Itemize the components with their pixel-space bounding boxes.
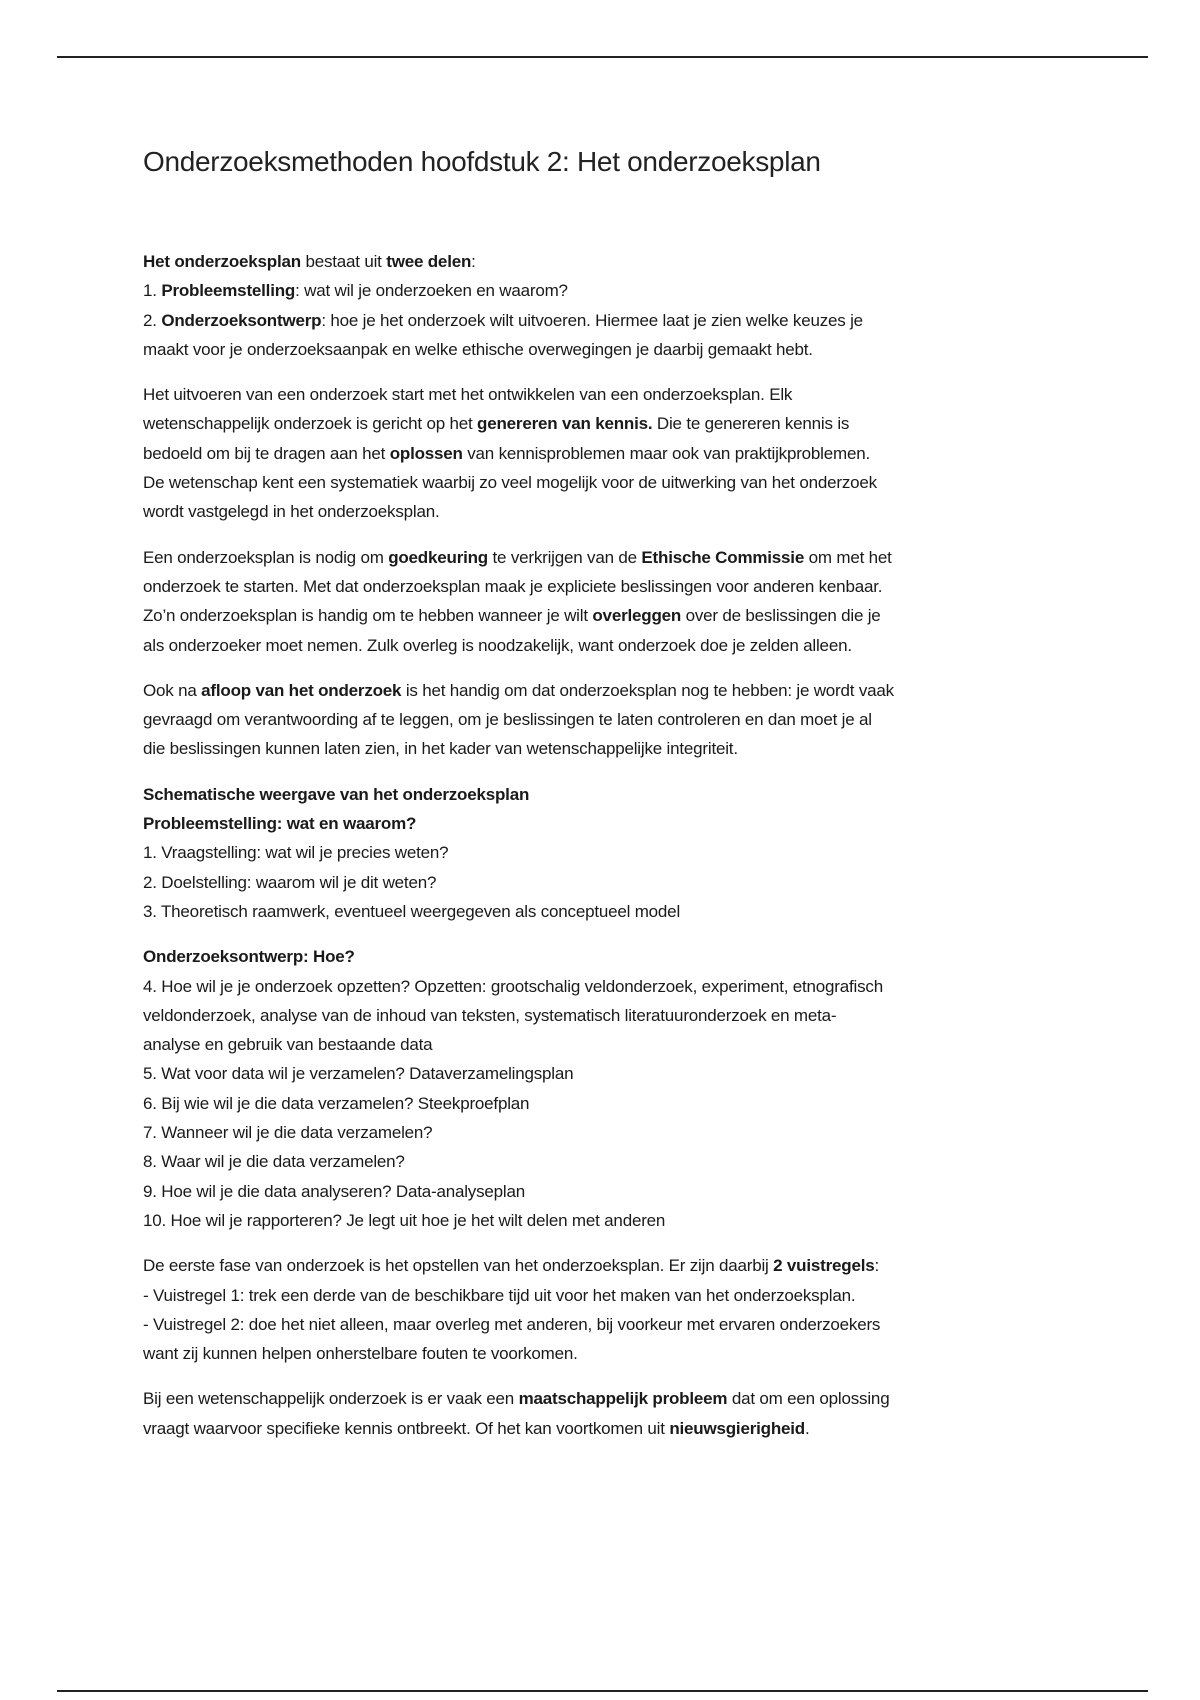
bold-text: Onderzoeksontwerp (161, 310, 322, 330)
text-line (143, 1339, 1073, 1368)
text: als onderzoeker moet nemen. Zulk overleg is noodzakelijk, want onderzoek doe je zelden alleen. (143, 635, 852, 655)
text-line (143, 306, 1073, 335)
text: : (874, 1256, 880, 1276)
bold-text: 2 vuistregels (773, 1256, 875, 1276)
text: Die te genereren kennis is (652, 414, 850, 434)
text-line (143, 1414, 1073, 1443)
text-line (143, 409, 1073, 438)
text: 4. Hoe wil je je onderzoek opzetten? Opzetten: grootschalig veldonderzoek, experiment, etnografisch (143, 976, 883, 996)
text: - Vuistregel 2: doe het niet alleen, maar overleg met anderen, bij voorkeur met ervaren onderzoekers (143, 1314, 881, 1334)
text: is het handig om dat onderzoeksplan nog te hebben: je wordt vaak (401, 680, 894, 700)
text: : wat wil je onderzoeken en waarom? (295, 281, 568, 301)
text-line (143, 780, 1073, 809)
text: . (804, 1418, 810, 1438)
header-rule (57, 56, 1148, 58)
paragraph (143, 1251, 1073, 1368)
paragraph (143, 676, 1073, 764)
text: 1. (143, 281, 162, 301)
bold-text: Het onderzoeksplan (143, 252, 301, 271)
text: Ook na (143, 680, 202, 700)
text-line (143, 942, 1073, 971)
paragraph (143, 1384, 1073, 1443)
paragraph (143, 780, 1073, 926)
text-line (143, 543, 1073, 572)
bold-text: nieuwsgierigheid (669, 1418, 805, 1438)
text-line (143, 734, 1073, 763)
text: Het uitvoeren van een onderzoek start met het ontwikkelen van een onderzoeksplan. Elk (143, 385, 793, 405)
text: om met het (804, 547, 892, 567)
text-line (143, 1251, 1073, 1280)
text-line (143, 868, 1073, 897)
text-line (143, 1059, 1073, 1088)
text-line (143, 247, 1073, 276)
text: dat om een oplossing (727, 1389, 890, 1409)
text-line (143, 1384, 1073, 1413)
text: 5. Wat voor data wil je verzamelen? Dataverzamelingsplan (143, 1064, 574, 1084)
text: wetenschappelijk onderzoek is gericht op het (143, 414, 478, 434)
bold-text: overleggen (592, 606, 682, 626)
text-line (143, 1310, 1073, 1339)
text: die beslissingen kunnen laten zien, in het kader van wetenschappelijke integriteit. (143, 739, 738, 759)
text: : hoe je het onderzoek wilt uitvoeren. Hiermee laat je zien welke keuzes je (321, 310, 863, 330)
bold-text: Schematische weergave van het onderzoeksplan (143, 784, 530, 804)
bold-text: goedkeuring (388, 547, 488, 567)
footer-rule (57, 1690, 1148, 1692)
text: onderzoek te starten. Met dat onderzoeksplan maak je expliciete beslissingen voor anderen kenbaar. (143, 576, 883, 596)
text: bestaat uit (300, 252, 387, 271)
text: 9. Hoe wil je die data analyseren? Data-analyseplan (143, 1181, 525, 1201)
document-title: Onderzoeksmethoden hoofdstuk 2: Het onderzoeksplan (143, 146, 821, 177)
text: Zo’n onderzoeksplan is handig om te hebben wanneer je wilt (143, 606, 593, 626)
text: bedoeld om bij te dragen aan het (143, 443, 390, 463)
text-line (143, 705, 1073, 734)
paragraph (143, 380, 1073, 526)
text-line (143, 439, 1073, 468)
text-line (143, 1147, 1073, 1176)
text-line (143, 468, 1073, 497)
text: wordt vastgelegd in het onderzoeksplan. (143, 502, 440, 522)
text: van kennisproblemen maar ook van praktijkproblemen. (462, 443, 870, 463)
text: te verkrijgen van de (488, 547, 642, 567)
text: vraagt waarvoor specifieke kennis ontbreekt. Of het kan voortkomen uit (143, 1418, 670, 1438)
text-line (143, 1001, 1073, 1030)
text-line (143, 631, 1073, 660)
paragraph (143, 942, 1073, 1235)
text-line (143, 838, 1073, 867)
text-line (143, 972, 1073, 1001)
bold-text: maatschappelijk probleem (518, 1389, 728, 1409)
bold-text: Ethische Commissie (641, 547, 805, 567)
text: maakt voor je onderzoeksaanpak en welke ethische overwegingen je daarbij gemaakt hebt. (143, 339, 813, 359)
text-line (143, 1089, 1073, 1118)
text-line (143, 276, 1073, 305)
paragraph (143, 543, 1073, 660)
text-line (143, 497, 1073, 526)
text: Een onderzoeksplan is nodig om (143, 547, 389, 567)
text: De eerste fase van onderzoek is het opstellen van het onderzoeksplan. Er zijn daarbij (143, 1256, 774, 1276)
text: 10. Hoe wil je rapporteren? Je legt uit hoe je het wilt delen met anderen (143, 1210, 666, 1230)
text: 8. Waar wil je die data verzamelen? (143, 1152, 405, 1172)
text-line (143, 1281, 1073, 1310)
text-line (143, 809, 1073, 838)
text: veldonderzoek, analyse van de inhoud van teksten, systematisch literatuuronderzoek en meta- (143, 1005, 837, 1025)
text-line (143, 572, 1073, 601)
text: - Vuistregel 1: trek een derde van de beschikbare tijd uit voor het maken van het onderzoeksplan. (143, 1285, 856, 1305)
bold-text: Probleemstelling: wat en waarom? (143, 814, 417, 834)
text-line (143, 897, 1073, 926)
text: 6. Bij wie wil je die data verzamelen? Steekproefplan (143, 1093, 530, 1113)
text: over de beslissingen die je (681, 606, 881, 626)
bold-text: afloop van het onderzoek (201, 680, 402, 700)
bold-text: Probleemstelling (161, 281, 296, 301)
bold-text: twee delen (386, 252, 472, 271)
paragraph (143, 247, 1073, 364)
text-line (143, 1206, 1073, 1235)
text: want zij kunnen helpen onherstelbare fouten te voorkomen. (143, 1344, 578, 1364)
text-line (143, 1177, 1073, 1206)
text: : (471, 252, 476, 271)
document-body (143, 247, 1073, 1459)
text-line (143, 601, 1073, 630)
text: 3. Theoretisch raamwerk, eventueel weergegeven als conceptueel model (143, 901, 681, 921)
text: 1. Vraagstelling: wat wil je precies weten? (143, 843, 449, 863)
text-line (143, 335, 1073, 364)
bold-text: oplossen (389, 443, 463, 463)
text: 2. Doelstelling: waarom wil je dit weten? (143, 872, 437, 892)
text: Bij een wetenschappelijk onderzoek is er vaak een (143, 1389, 519, 1409)
bold-text: genereren van kennis. (477, 414, 653, 434)
bold-text: Onderzoeksontwerp: Hoe? (143, 947, 355, 967)
text-line (143, 676, 1073, 705)
text: De wetenschap kent een systematiek waarbij zo veel mogelijk voor de uitwerking van het onderzoek (143, 473, 877, 493)
text: 7. Wanneer wil je die data verzamelen? (143, 1123, 433, 1143)
text: analyse en gebruik van bestaande data (143, 1035, 433, 1055)
text: 2. (143, 310, 162, 330)
text-line (143, 380, 1073, 409)
text-line (143, 1030, 1073, 1059)
text-line (143, 1118, 1073, 1147)
text: gevraagd om verantwoording af te leggen, om je beslissingen te laten controleren en dan moet je al (143, 710, 872, 730)
